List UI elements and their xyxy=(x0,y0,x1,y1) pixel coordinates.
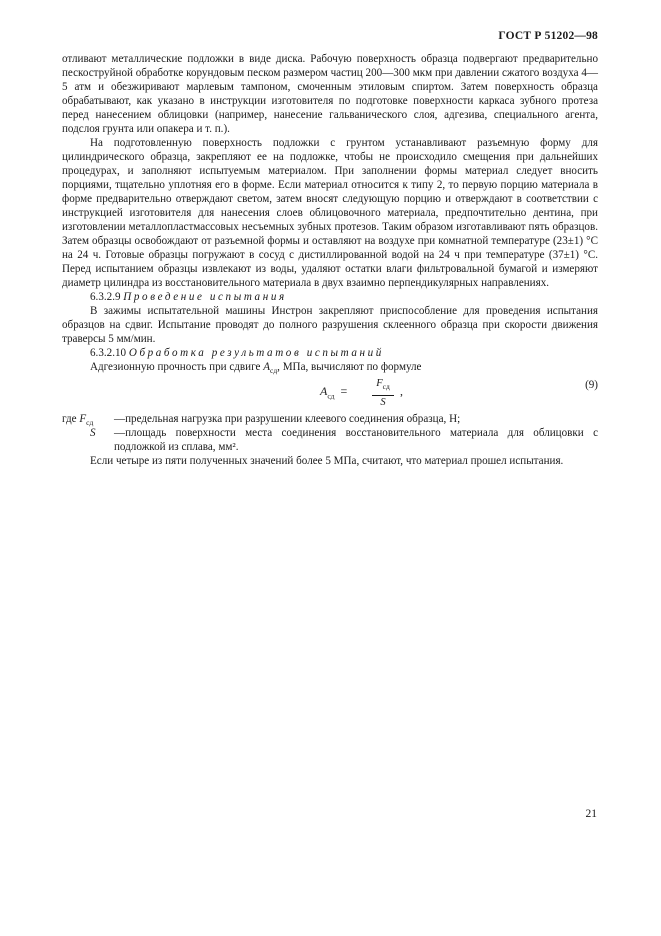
section-number: 6.3.2.9 xyxy=(90,291,121,303)
paragraph-sample-fabrication: На подготовленную поверхность подложки с грунтом устанавливают разъемную форму для цилиндрического образца, закрепляют ее на подложке, чтобы не происходило смещения при дальнейших процедурах, и заполняют испытуемым материалом. При заполнении формы материал следует вносить порциями, тщательно уплотняя его в форме. Если материал относится к типу 2, то первую порцию материала в форме предварительно отверждают светом, затем вносят следующую порцию и отверждают в соответствии с инструкцией изготовителя для нанесения слоев облицовочного материала, предпочтительно дентина, при изготовлении металлопластмассовых несъемных зубных протезов. Таким образом изготавливают пять образцов. Затем образцы освобождают от разъемной формы и оставляют на воздухе при комнатной температуре (23±1) °С на 24 ч. Готовые образцы погружают в сосуд с дистиллированной водой на 24 ч при температуре (37±1) °С. Перед испытанием образцы извлекают из воды, удаляют остатки влаги фильтровальной бумагой и измеряют диаметр цилиндра из восстановительного материала в двух взаимно перпендикулярных направлениях. xyxy=(62,137,598,289)
fraction-numerator: $F_{сд}$ xyxy=(372,377,394,396)
paragraph-formula-intro: Адгезионную прочность при сдвиге $A_{сд}$, МПа, вычисляют по формуле xyxy=(90,361,422,376)
symbol-f: F xyxy=(79,413,87,426)
fraction-denominator: S xyxy=(380,397,386,409)
paragraph-substrate-prep: отливают металлические подложки в виде диска. Рабочую поверхность образца подвергают предварительно пескоструйной обработке корундовым песком размером частиц 200—300 мкм при давлении сжатого воздуха 4—5 атм и обезжиривают марлевым тампоном, смоченным этиловым спиртом. Затем поверхность образца обрабатывают, как указано в инструкции изготовителя по подготовке поверхности каркаса зубного протеза перед нанесением облицовки (например, нанесение гальванического слоя, адгезива, специального агента, подслоя грунта или опакера и т. п.). xyxy=(62,53,598,135)
section-6-3-2-10-heading xyxy=(62,346,598,360)
formula-9 xyxy=(62,378,598,412)
where-definitions: где $F_{сд}$ —предельная нагрузка при разрушении клеевого соединения образца, Н; S —площадь поверхности места соединения восстановительного материала для облицовки с подложкой из сплава, мм². xyxy=(62,413,598,454)
section-title: Проведение испытания xyxy=(123,291,287,303)
paragraph-conclusion: Если четыре из пяти полученных значений более 5 МПа, считают, что материал прошел испытания. xyxy=(90,455,564,468)
page-number: 21 xyxy=(585,808,597,820)
definition-f: —предельная нагрузка при разрушении клеевого соединения образца, Н; xyxy=(114,413,461,426)
symbol-s: S xyxy=(90,427,96,440)
body-text xyxy=(62,52,598,468)
symbol-a: A xyxy=(263,361,270,373)
section-title: Обработка результатов испытаний xyxy=(128,347,384,359)
formula-expression: $A_{сд}$ = $F_{сд}$ S , xyxy=(320,378,403,409)
formula-fraction xyxy=(372,377,394,410)
definition-s: S —площадь поверхности места соединения восстановительного материала для облицовки с подложкой из сплава, мм². xyxy=(90,427,598,454)
equation-number: (9) xyxy=(585,379,598,392)
standard-header: ГОСТ Р 51202—98 xyxy=(498,30,598,42)
paragraph-test-procedure: В зажимы испытательной машины Инстрон закрепляют приспособление для проведения испытания образцов на сдвиг. Испытание проводят до полного разрушения склеенного образца при скорости движения траверсы 5 мм/мин. xyxy=(62,305,598,345)
section-number: 6.3.2.10 xyxy=(90,347,127,359)
section-6-3-2-9-heading xyxy=(62,290,598,304)
